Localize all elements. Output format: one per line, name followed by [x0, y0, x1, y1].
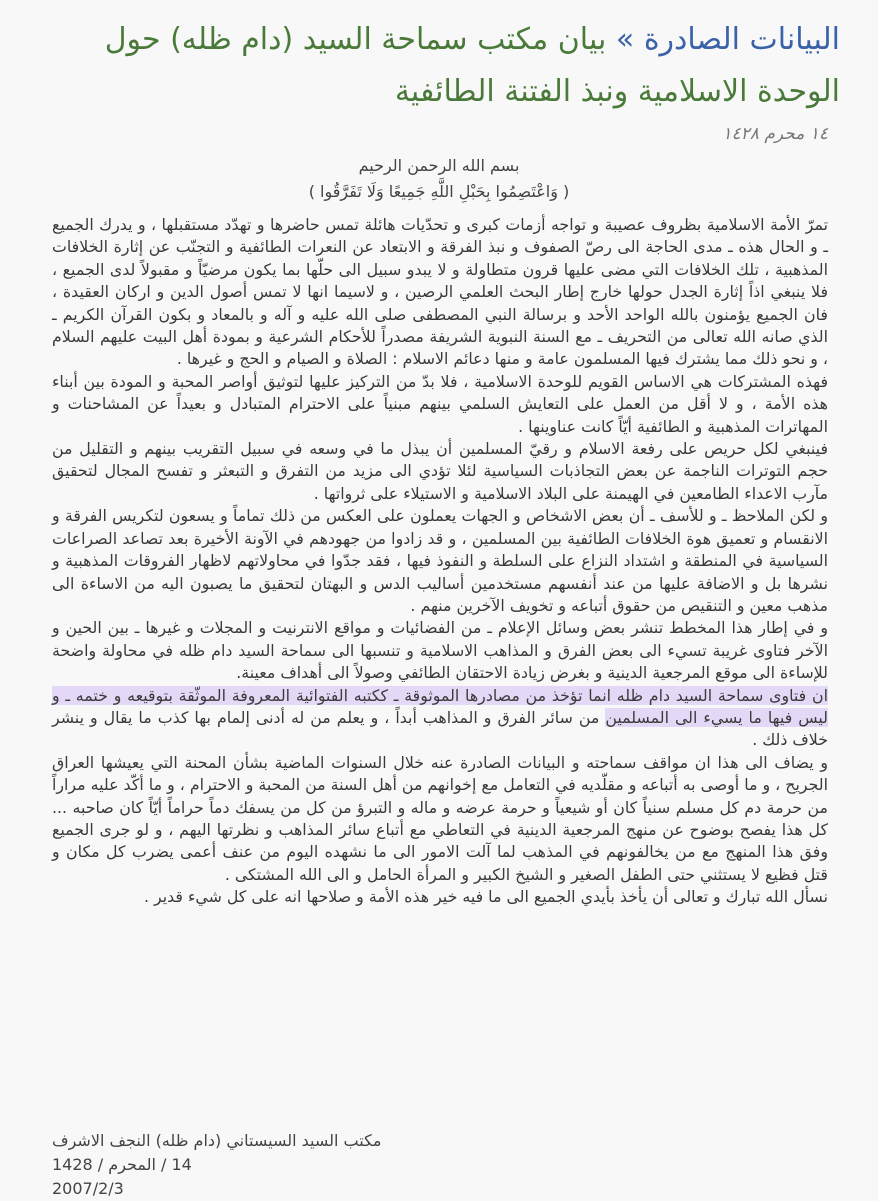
statement-body — [52, 214, 828, 909]
paragraph: نسأل الله تبارك و تعالى أن يأخذ بأيدي الجميع الى ما فيه خير هذه الأمة و صلاحها انه على كل شيء قدير . — [143, 887, 828, 907]
paragraph: و في إطار هذا المخطط تنشر بعض وسائل الإعلام ـ من الفضائيات و مواقع الانترنيت و المجلات و غيرها ـ بين الحين و الآخر فتاوى غريبة تسيء الى بعض الفرق و المذاهب الاسلامية و تنسبها الى سماحة السيد دام ظله في محاولة واضحة للإساءة الى موقع المرجعية الدينية و بغرض زيادة الاحتقان الطائفي وصولاً الى أهداف معينة. — [52, 618, 828, 683]
paragraph: فهذه المشتركات هي الاساس القويم للوحدة الاسلامية ، فلا بدّ من التركيز عليها لتوثيق أواصر المحبة و المودة بين أبناء هذه الأمة ، و لا أقل من العمل على التعايش السلمي بينهم مبنياً على الاحترام المتبادل و بعيداً عن المشاحنات و المهاترات المذهبية و الطائفية أيّاً كانت عناوينها . — [52, 371, 828, 436]
office-name: مكتب السيد السيستاني (دام ظله) النجف الاشرف — [52, 1131, 382, 1150]
paragraph: و يضاف الى هذا ان مواقف سماحته و البيانات الصادرة عنه خلال السنوات الماضية بشأن المحنة التي يعيشها العراق الجريح ، و ما أوصى به أتباعه و مقلّديه في التعامل مع إخوانهم من أهل السنة من المحبة و الاحترام ، و ما أكّد عليه مراراً من حرمة دم كل مسلم سنياً كان أو شيعياً و حرمة عرضه و ماله و التبرؤ من كل من يسفك دماً حراماً أيّاً كان صاحبه ... كل هذا يفصح بوضوح عن منهج المرجعية الدينية في التعاطي مع أتباع سائر المذاهب و نظرتها اليهم ، و لو جرى الجميع وفق هذا المنهج مع من يخالفونهم في المذهب لما آلت الامور الى ما نشهده اليوم من عنف أعمى يضرب كل مكان و قتل فظيع لا يستثني حتى الطفل الصغير و الشيخ الكبير و المرأة الحامل و الى الله المشتكى . — [52, 752, 828, 884]
basmala: بسم الله الرحمن الرحيم — [358, 156, 520, 175]
breadcrumb-link[interactable]: البيانات الصادرة — [643, 22, 840, 57]
highlighted-paragraph — [52, 685, 828, 752]
basmala-block — [0, 153, 878, 205]
paragraph: تمرّ الأمة الاسلامية بظروف عصيبة و تواجه أزمات كبرى و تحدّيات هائلة تمس حاضرها و تهدّد مستقبلها ، و يدرك الجميع ـ و الحال هذه ـ مدى الحاجة الى رصّ الصفوف و نبذ الفرقة و الابتعاد عن النعرات الطائفية و التجنّب عن إثارة الخلافات المذهبية ، تلك الخلافات التي مضى عليها قرون متطاولة و لا يبدو سبيل الى حلّها بما يكون مرضيّاً و مقبولاً لدى الجميع ، فلا ينبغي اذاً إثارة الجدل حولها خارج إطار البحث العلمي الرصين ، و لاسيما انها لا تمس أصول الدين و اركان العقيدة ، فان الجميع يؤمنون بالله الواحد الأحد و برسالة النبي المصطفى صلى الله عليه و آله و بالمعاد و بكون القرآن الكريم ـ الذي صانه الله تعالى من التحريف ـ مع السنة النبوية الشريفة مصدراً للأحكام الشرعية و بمودة أهل البيت عليهم السلام ، و نحو ذلك مما يشترك فيها المسلمون عامة و منها دعائم الاسلام : الصلاة و الصيام و الحج و غيرها . — [52, 215, 828, 369]
page-title — [20, 14, 840, 118]
breadcrumb-separator: » — [615, 22, 635, 57]
hijri-date: ١٤ محرم ١٤٢٨ — [722, 124, 828, 144]
quran-verse: ( وَاعْتَصِمُوا بِحَبْلِ اللَّهِ جَمِيعًا وَلَا تَفَرَّقُوا ) — [308, 182, 570, 201]
paragraph: فينبغي لكل حريص على رفعة الاسلام و رقيّ المسلمين أن يبذل ما في وسعه في سبيل التقريب بينهم و التقليل من حجم التوترات الناجمة عن بعض التجاذبات السياسية لئلا تؤدي الى مزيد من التفرق و التبعثر و تفسح المجال لتحقيق مآرب الاعداء الطامعين في الهيمنة على البلاد الاسلامية و الاستيلاء على ثرواتها . — [52, 439, 828, 503]
paragraph-continuation: من سائر الفرق و المذاهب أبداً ، و يعلم من له أدنى إلمام بها كذب ما يقال و ينشر خلاف ذلك . — [52, 707, 828, 750]
paragraph: و لكن الملاحظ ـ و للأسف ـ أن بعض الاشخاص و الجهات يعملون على العكس من ذلك تماماً و يسعون لتكريس الفرقة و الانقسام و تعميق هوة الخلافات الطائفية بين المسلمين ، و قد زادوا من جهودهم في الآونة الأخيرة بعد تصاعد الصراعات السياسية في المنطقة و اشتداد النزاع على السلطة و النفوذ فيها ، فقد جدّوا في محاولاتهم لاظهار الفروقات المذهبية و نشرها بل و الاضافة عليها من عند أنفسهم مستخدمين أساليب الدس و البهتان لتحقيق ما يصبون اليه من الاساءة الى مذهب معين و التنقيص من حقوق أتباعه و تخويف الآخرين منهم . — [52, 506, 828, 615]
signature-block — [52, 1129, 381, 1201]
footer-hijri-date: 14 / المحرم / 1428 — [52, 1155, 192, 1174]
footer-gregorian-date: 2007/2/3 — [52, 1179, 124, 1198]
text-highlight: ان فتاوى سماحة السيد دام ظله انما تؤخذ من مصادرها الموثوقة ـ ككتبه الفتوائية المعروفة الموثّقة بتوقيعه و ختمه ـ و ليس فيها ما يسيء الى المسلمين — [52, 685, 828, 727]
statement-title: بيان مكتب سماحة السيد (دام ظله) حول الوحدة الاسلامية ونبذ الفتنة الطائفية — [104, 22, 840, 109]
